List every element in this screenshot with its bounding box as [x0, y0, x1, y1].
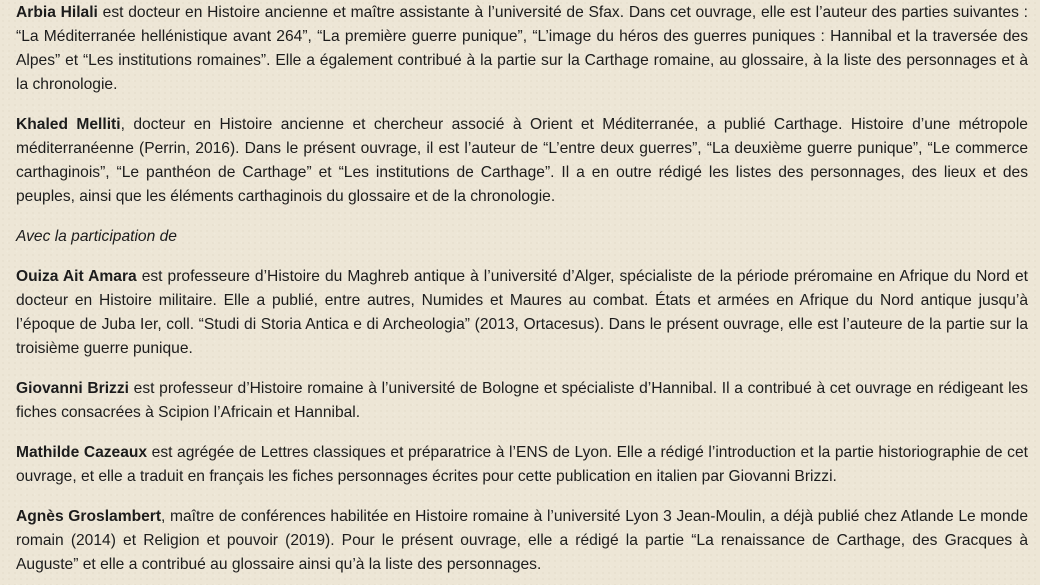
contributor-description: est professeur d’Histoire romaine à l’université de Bologne et spécialiste d’Hannibal. Il a contribué à cet ouvrage en rédigeant les fiches consacrées à Scipion l’Africain et Hannibal. [16, 380, 1029, 421]
contributor-description: , maître de conférences habilitée en Histoire romaine à l’université Lyon 3 Jean-Moulin, a déjà publié chez Atlande Le monde romain (2014) et Religion et pouvoir (2019). Pour le présent ouvrage, elle a rédigé la partie “La renaissance de Carthage, des Gracques à Auguste” et elle a contribué au glossaire ainsi qu’à la liste des personnages. [16, 508, 1028, 573]
participation-heading: Avec la participation de [16, 228, 177, 245]
author-bio-hilali [16, 1, 1028, 97]
contributor-name: Giovanni Brizzi [16, 380, 129, 397]
contributor-bio-ait-amara [16, 265, 1028, 361]
author-name: Khaled Melliti [16, 116, 121, 133]
contributor-bio-groslambert [16, 505, 1028, 577]
author-bio-melliti [16, 113, 1028, 209]
contributor-bio-cazeaux [16, 441, 1028, 489]
contributor-description: est agrégée de Lettres classiques et préparatrice à l’ENS de Lyon. Elle a rédigé l’introduction et la partie historiographie de cet ouvrage, et elle a traduit en français les fiches personnages écrites pour cette publication en italien par Giovanni Brizzi. [16, 444, 1028, 485]
contributor-name: Agnès Groslambert [16, 508, 162, 525]
contributor-bio-brizzi [16, 377, 1028, 425]
contributor-name: Mathilde Cazeaux [16, 444, 148, 461]
author-name: Arbia Hilali [16, 4, 98, 21]
contributor-name: Ouiza Ait Amara [16, 268, 137, 285]
author-description: est docteur en Histoire ancienne et maître assistante à l’université de Sfax. Dans cet ouvrage, elle est l’auteur des parties suivantes : “La Méditerranée hellénistique avant 264”, “La première guerre punique”, “L’image du héros des guerres puniques : Hannibal et la traversée des Alpes” et “Les institutions romaines”. Elle a également contribué à la partie sur la Carthage romaine, au glossaire, à la liste des personnages et à la chronologie. [16, 4, 1028, 93]
contributor-description: est professeure d’Histoire du Maghreb antique à l’université d’Alger, spécialiste de la période préromaine en Afrique du Nord et docteur en Histoire militaire. Elle a publié, entre autres, Numides et Maures au combat. États et armées en Afrique du Nord antique jusqu’à l’époque de Juba Ier, coll. “Studi di Storia Antica e di Archeologia” (2013, Ortacesus). Dans le présent ouvrage, elle est l’auteure de la partie sur la troisième guerre punique. [16, 268, 1028, 357]
author-description: , docteur en Histoire ancienne et chercheur associé à Orient et Méditerranée, a publié Carthage. Histoire d’une métropole méditerranéenne (Perrin, 2016). Dans le présent ouvrage, il est l’auteur de “L’entre deux guerres”, “La deuxième guerre punique”, “Le commerce carthaginois”, “Le panthéon de Carthage” et “Les institutions de Carthage”. Il a en outre rédigé les listes des personnages, des lieux et des peuples, ainsi que les éléments carthaginois du glossaire et de la chronologie. [16, 116, 1028, 205]
